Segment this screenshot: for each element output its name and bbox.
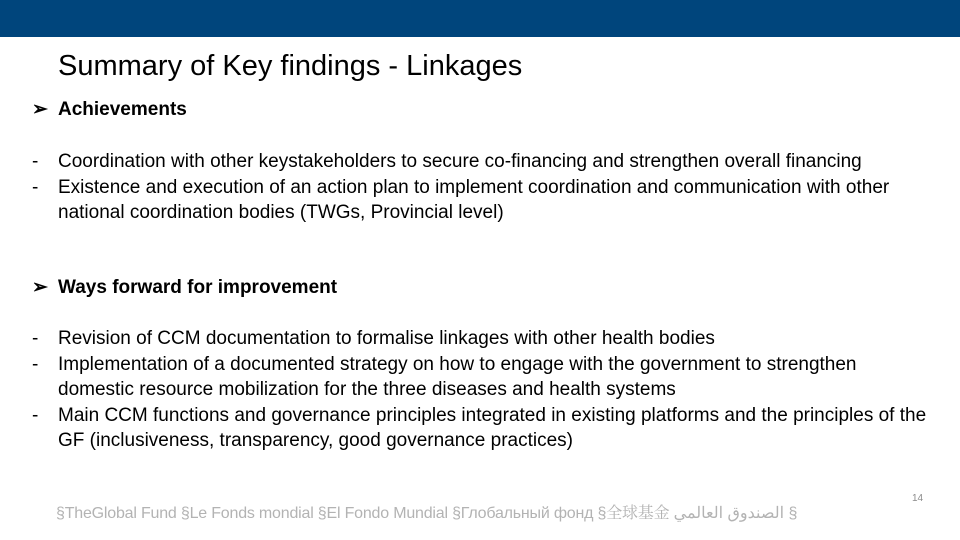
- page-number: 14: [912, 493, 924, 504]
- top-bar: [0, 0, 960, 37]
- ways-forward-heading: [32, 276, 337, 299]
- arrow-bullet-icon: ➢: [32, 99, 48, 120]
- list-item: [32, 175, 932, 226]
- dash-bullet-icon: -: [32, 176, 39, 198]
- achievements-heading-label: Achievements: [58, 99, 187, 120]
- arrow-bullet-icon: ➢: [32, 277, 48, 298]
- list-item: [32, 352, 932, 403]
- global-fund-logo-strip: §TheGlobal Fund §Le Fonds mondial §El Fondo Mundial §Глобальный фонд §全球基金 الصندوق العالمي §: [56, 505, 798, 522]
- list-item-text: Coordination with other keystakeholders to secure co-financing and strengthen overall financing: [58, 151, 862, 172]
- achievements-heading: [32, 98, 187, 121]
- list-item: [32, 326, 932, 352]
- list-item: [32, 149, 932, 175]
- ways-forward-list: [32, 326, 932, 454]
- dash-bullet-icon: -: [32, 328, 39, 349]
- dash-bullet-icon: -: [32, 404, 39, 426]
- list-item-text: Main CCM functions and governance principles integrated in existing platforms and the principles of the GF (inclusiveness, transparency, good governance practices): [58, 404, 927, 451]
- dash-bullet-icon: -: [32, 151, 39, 172]
- list-item: [32, 403, 932, 454]
- ways-forward-heading-label: Ways forward for improvement: [58, 277, 338, 298]
- list-item-text: Existence and execution of an action plan to implement coordination and communication with other national coordination bodies (TWGs, Provincial level): [58, 176, 890, 223]
- dash-bullet-icon: -: [32, 353, 39, 375]
- list-item-text: Implementation of a documented strategy on how to engage with the government to strengthen domestic resource mobilization for the three diseases and health systems: [58, 353, 857, 400]
- list-item-text: Revision of CCM documentation to formalise linkages with other health bodies: [58, 328, 715, 349]
- achievements-list: [32, 149, 932, 226]
- slide-title: Summary of Key findings - Linkages: [58, 50, 523, 82]
